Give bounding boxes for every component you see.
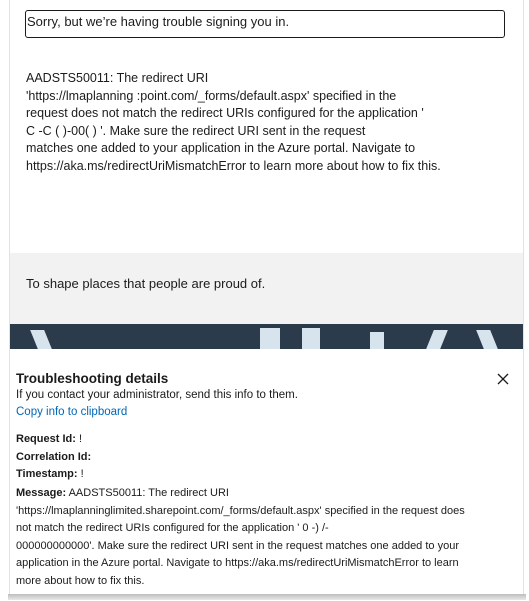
troubleshooting-title: Troubleshooting details xyxy=(16,371,169,386)
error-message-line: request does not match the redirect URIs configured for the application ' xyxy=(26,106,424,121)
error-message-line: AADSTS50011: The redirect URI xyxy=(26,71,209,85)
message-line: 'https://lmaplanninglimited.sharepoint.com/_forms/default.aspx' specified in the request does xyxy=(16,504,465,517)
request-id-row xyxy=(16,433,82,445)
copy-info-link[interactable]: Copy info to clipboard xyxy=(16,406,128,418)
message-line: 000000000000'. Make sure the redirect URI sent in the request matches one added to your xyxy=(16,539,459,552)
timestamp-row xyxy=(16,468,84,480)
error-message-line: C -C ( )-00( ) '. Make sure the redirect URI sent in the request xyxy=(26,123,366,138)
company-motto: To shape places that people are proud of. xyxy=(26,276,266,291)
message-line: application in the Azure portal. Navigate to https://aka.ms/redirectUriMismatchError to learn xyxy=(16,557,459,569)
message-line xyxy=(16,485,500,503)
close-icon xyxy=(495,371,511,387)
troubleshooting-subtitle: If you contact your administrator, send this info to them. xyxy=(16,389,298,401)
error-message xyxy=(26,70,496,176)
window-bottom-edge xyxy=(8,594,526,600)
banner-shape xyxy=(370,332,384,349)
correlation-id-label: Correlation Id: xyxy=(16,451,92,463)
request-id-value: ! xyxy=(78,433,83,445)
message-text: AADSTS50011: The redirect URI xyxy=(68,487,229,499)
error-message-line: matches one added to your application in the Azure portal. Navigate to xyxy=(26,141,416,156)
error-heading: Sorry, but we’re having trouble signing you in. xyxy=(25,10,505,38)
error-message-line: https://aka.ms/redirectUriMismatchError to learn more about how to fix this. xyxy=(26,158,441,173)
banner-shape xyxy=(426,330,448,349)
timestamp-value: ! xyxy=(80,468,84,480)
message-line: not match the redirect URIs configured for the application ' 0 ‑) /‑ xyxy=(16,522,329,534)
brand-banner-image xyxy=(10,324,523,349)
message-line: more about how to fix this. xyxy=(16,574,145,587)
correlation-id-row xyxy=(16,451,91,463)
banner-shape xyxy=(280,328,302,349)
error-message-line: 'https://lmaplanning :point.com/_forms/default.aspx' specified in the xyxy=(26,88,397,103)
timestamp-label: Timestamp: xyxy=(16,468,78,480)
request-id-label: Request Id: xyxy=(16,433,76,445)
message-label: Message: xyxy=(16,487,67,499)
banner-shape xyxy=(476,330,498,349)
troubleshooting-message xyxy=(16,485,500,590)
close-button[interactable] xyxy=(495,371,511,387)
banner-shape xyxy=(30,330,52,349)
